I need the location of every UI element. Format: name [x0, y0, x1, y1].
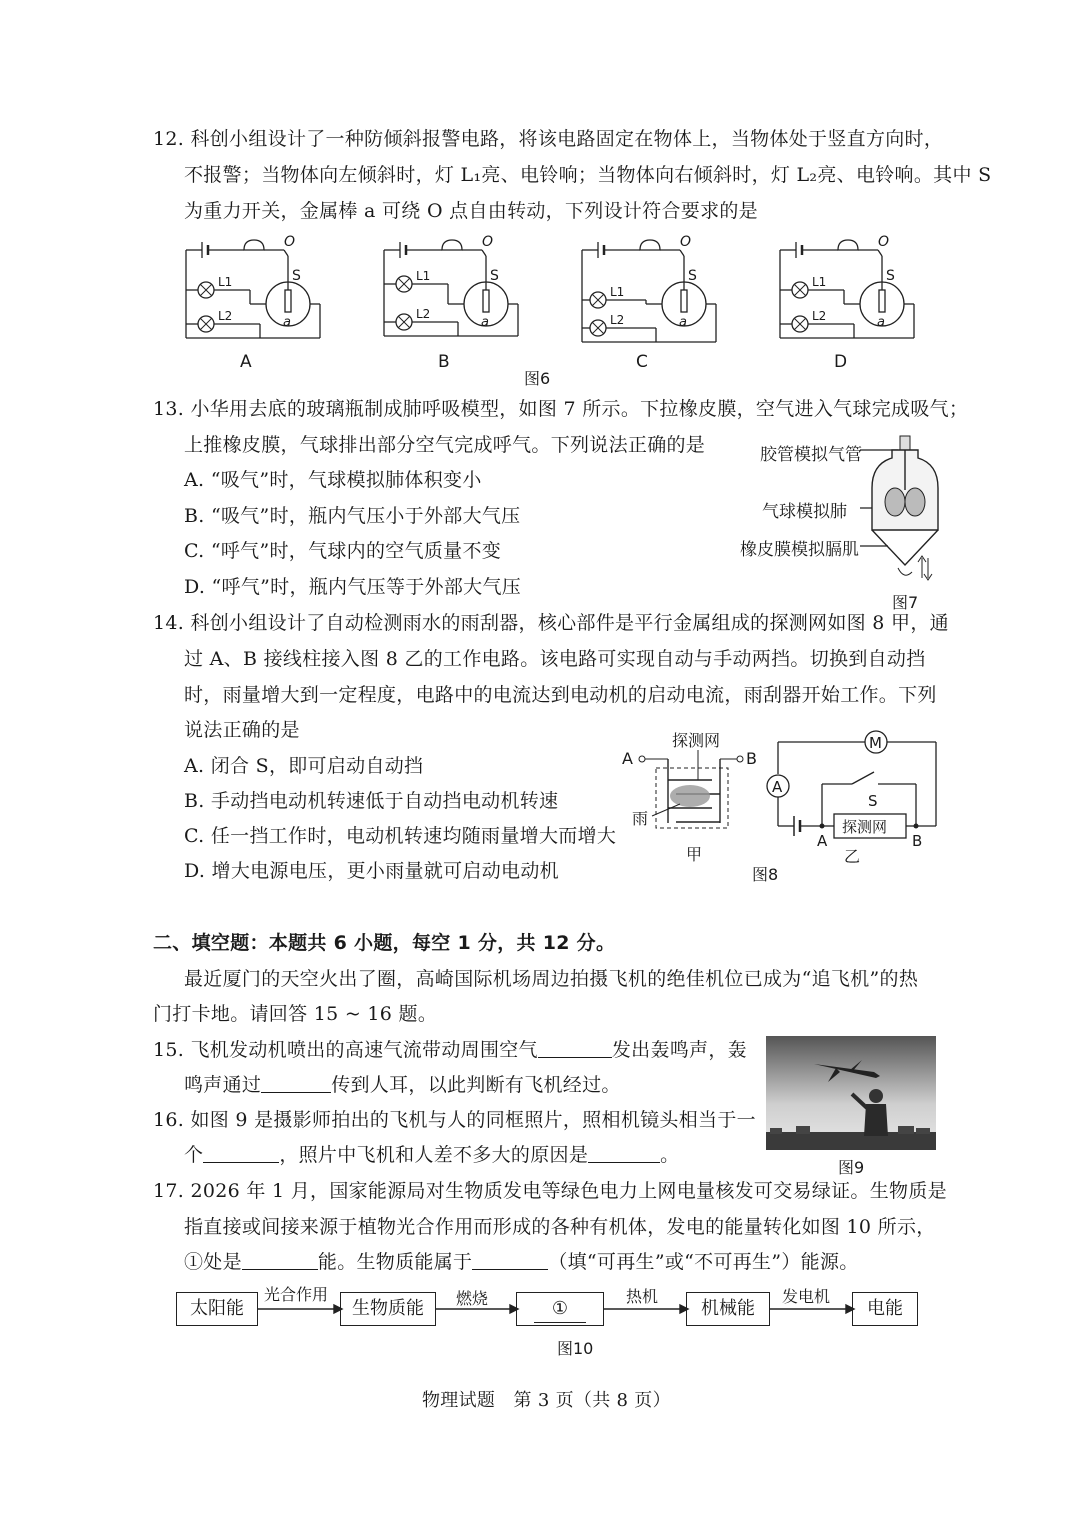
fig8-motor-label: M — [869, 734, 882, 752]
fig7-label-trachea: 胶管模拟气管 — [760, 445, 862, 465]
q16-text-2b: ，照片中飞机和人差不多大的原因是 — [279, 1144, 589, 1166]
q15-blank-2[interactable] — [261, 1074, 331, 1093]
section-2-intro-1: 最近厦门的天空火出了圈，高崎国际机场周边拍摄飞机的绝佳机位已成为“追飞机”的热 — [184, 968, 919, 990]
fig8-ammeter-label: A — [772, 778, 783, 796]
svg-text:a: a — [283, 315, 291, 330]
q15-blank-1[interactable] — [538, 1039, 612, 1058]
fig8-yi-net-label: 探测网 — [842, 818, 888, 836]
q17-line-1: 17. 2026 年 1 月，国家能源局对生物质发电等绿色电力上网电量核发可交易绿证。生物质是 — [153, 1180, 947, 1202]
fig6-option-label: C — [636, 352, 648, 372]
q13-option-d: D. “呼气”时，瓶内气压等于外部大气压 — [184, 576, 522, 598]
fig7-label-diaphragm: 橡皮膜模拟膈肌 — [740, 540, 859, 560]
fig8-yi-a-label: A — [817, 832, 828, 850]
flow-box-solar: 太阳能 — [176, 1292, 258, 1326]
svg-text:a: a — [877, 315, 885, 330]
fig6-circuit-a — [180, 232, 330, 382]
flow-arrow-heat-engine: 热机 — [626, 1287, 659, 1306]
q16-text-2a: 个 — [184, 1144, 204, 1166]
fig6-circuit-b — [378, 232, 528, 382]
q13-option-a: A. “吸气”时，气球模拟肺体积变小 — [184, 469, 482, 491]
q14-option-b: B. 手动挡电动机转速低于自动挡电动机转速 — [184, 790, 559, 812]
q13-option-c: C. “呼气”时，气球内的空气质量不变 — [184, 540, 502, 562]
fig6-option-label: D — [834, 352, 848, 372]
svg-text:L1: L1 — [610, 285, 625, 299]
fig7-label-lung: 气球模拟肺 — [762, 502, 847, 522]
q13-line-2: 上推橡皮膜，气球排出部分空气完成呼气。下列说法正确的是 — [184, 434, 706, 456]
q16-text-2c: 。 — [660, 1144, 680, 1166]
q14-line-3: 时，雨量增大到一定程度，电路中的电流达到电动机的启动电流，雨刮器开始工作。下列 — [184, 684, 937, 706]
flow-box-blank-mark: ① — [534, 1296, 586, 1323]
q14-line-4: 说法正确的是 — [184, 719, 300, 741]
svg-text:O: O — [284, 234, 296, 250]
figure-8-jia — [620, 728, 770, 868]
flow-arrow-generator: 发电机 — [782, 1287, 831, 1306]
section-2-intro-2: 门打卡地。请回答 15 ~ 16 题。 — [153, 1003, 438, 1025]
fig8-jia-rain-label: 雨 — [632, 809, 649, 828]
flow-box-biomass: 生物质能 — [340, 1292, 436, 1326]
flow-box-electric: 电能 — [852, 1292, 918, 1326]
q15-line-2 — [184, 1072, 621, 1098]
q12-line-3: 为重力开关，金属棒 a 可绕 O 点自由转动，下列设计符合要求的是 — [184, 200, 758, 222]
figure-7-bottle — [860, 430, 950, 590]
fig8-yi-b-label: B — [912, 832, 923, 850]
fig8-jia-name: 甲 — [686, 845, 703, 864]
fig8-switch-label: S — [868, 792, 878, 810]
flow-arrow-photosynthesis: 光合作用 — [264, 1285, 329, 1304]
section-2-title: 二、填空题：本题共 6 小题，每空 1 分，共 12 分。 — [153, 932, 616, 954]
q12-line-2: 不报警；当物体向左倾斜时，灯 L₁亮、电铃响；当物体向右倾斜时，灯 L₂亮、电铃响。其中 S — [184, 164, 992, 186]
svg-text:L1: L1 — [416, 269, 431, 283]
figure-6-caption: 图6 — [524, 369, 551, 388]
fig6-option-label: B — [438, 352, 450, 372]
svg-text:O: O — [680, 234, 692, 250]
svg-text:S: S — [886, 268, 895, 284]
svg-text:a: a — [481, 315, 489, 330]
q13-line-1: 13. 小华用去底的玻璃瓶制成肺呼吸模型，如图 7 所示。下拉橡皮膜，空气进入气球完成吸气； — [153, 398, 969, 420]
q17-line-3 — [184, 1249, 859, 1275]
flow-box-mechanical: 机械能 — [686, 1292, 770, 1326]
svg-text:L1: L1 — [218, 275, 233, 289]
page-footer: 物理试题 第 3 页（共 8 页） — [422, 1390, 671, 1411]
q17-blank-2[interactable] — [472, 1251, 548, 1270]
figure-9-caption: 图9 — [838, 1158, 865, 1177]
svg-text:L1: L1 — [812, 275, 827, 289]
svg-text:L2: L2 — [610, 313, 625, 327]
svg-text:S: S — [688, 268, 697, 284]
q15-text-2a: 鸣声通过 — [184, 1074, 262, 1096]
q17-blank-1[interactable] — [242, 1251, 318, 1270]
q16-blank-2[interactable] — [588, 1144, 660, 1163]
q15-text-2b: 传到人耳，以此判断有飞机经过。 — [331, 1074, 621, 1096]
fig8-yi-name: 乙 — [844, 847, 861, 866]
svg-text:L2: L2 — [812, 309, 827, 323]
fig6-option-label: A — [240, 352, 252, 372]
svg-text:O: O — [878, 234, 890, 250]
q14-line-1: 14. 科创小组设计了自动检测雨水的雨刮器，核心部件是平行金属组成的探测网如图 8 甲，通 — [153, 612, 949, 634]
q14-option-d: D. 增大电源电压，更小雨量就可启动电动机 — [184, 860, 559, 882]
fig8-jia-b-label: B — [746, 749, 757, 768]
q15-text-1b: 发出轰鸣声，轰 — [611, 1039, 747, 1061]
svg-text:a: a — [679, 315, 687, 330]
q15-text-1a: 15. 飞机发动机喷出的高速气流带动周围空气 — [153, 1039, 538, 1061]
figure-6 — [170, 232, 930, 382]
q17-text-3a: ①处是 — [184, 1251, 242, 1273]
q14-option-c: C. 任一挡工作时，电动机转速均随雨量增大而增大 — [184, 825, 617, 847]
q14-option-a: A. 闭合 S，即可启动自动挡 — [184, 755, 424, 777]
q16-blank-1[interactable] — [203, 1144, 279, 1163]
fig6-circuit-d — [774, 232, 924, 382]
figure-9-photo — [766, 1036, 936, 1150]
fig8-jia-net-label: 探测网 — [672, 731, 721, 750]
svg-text:L2: L2 — [416, 307, 431, 321]
figure-10-caption: 图10 — [557, 1339, 594, 1358]
q16-line-2 — [184, 1142, 679, 1168]
q16-line-1: 16. 如图 9 是摄影师拍出的飞机与人的同框照片，照相机镜头相当于一 — [153, 1109, 756, 1131]
svg-text:S: S — [490, 268, 499, 284]
figure-8-caption: 图8 — [752, 865, 779, 884]
q13-option-b: B. “吸气”时，瓶内气压小于外部大气压 — [184, 505, 521, 527]
figure-8-yi — [762, 728, 942, 868]
fig8-jia-a-label: A — [622, 749, 633, 768]
flow-arrow-burning: 燃烧 — [456, 1289, 489, 1308]
svg-text:S: S — [292, 268, 301, 284]
svg-text:L2: L2 — [218, 309, 233, 323]
svg-text:O: O — [482, 234, 494, 250]
fig6-circuit-c — [576, 232, 726, 382]
figure-7-caption: 图7 — [892, 593, 919, 612]
q17-text-3c: （填“可再生”或“不可再生”）能源。 — [548, 1251, 859, 1273]
q17-line-2: 指直接或间接来源于植物光合作用而形成的各种有机体，发电的能量转化如图 10 所示， — [184, 1216, 936, 1238]
figure-10-arrows — [0, 1280, 1080, 1340]
q12-line-1: 12. 科创小组设计了一种防倾斜报警电路，将该电路固定在物体上，当物体处于竖直方向时， — [153, 128, 944, 150]
q14-line-2: 过 A、B 接线柱接入图 8 乙的工作电路。该电路可实现自动与手动两挡。切换到自动挡 — [184, 648, 926, 670]
q17-text-3b: 能。生物质能属于 — [317, 1251, 473, 1273]
q15-line-1 — [153, 1037, 747, 1063]
